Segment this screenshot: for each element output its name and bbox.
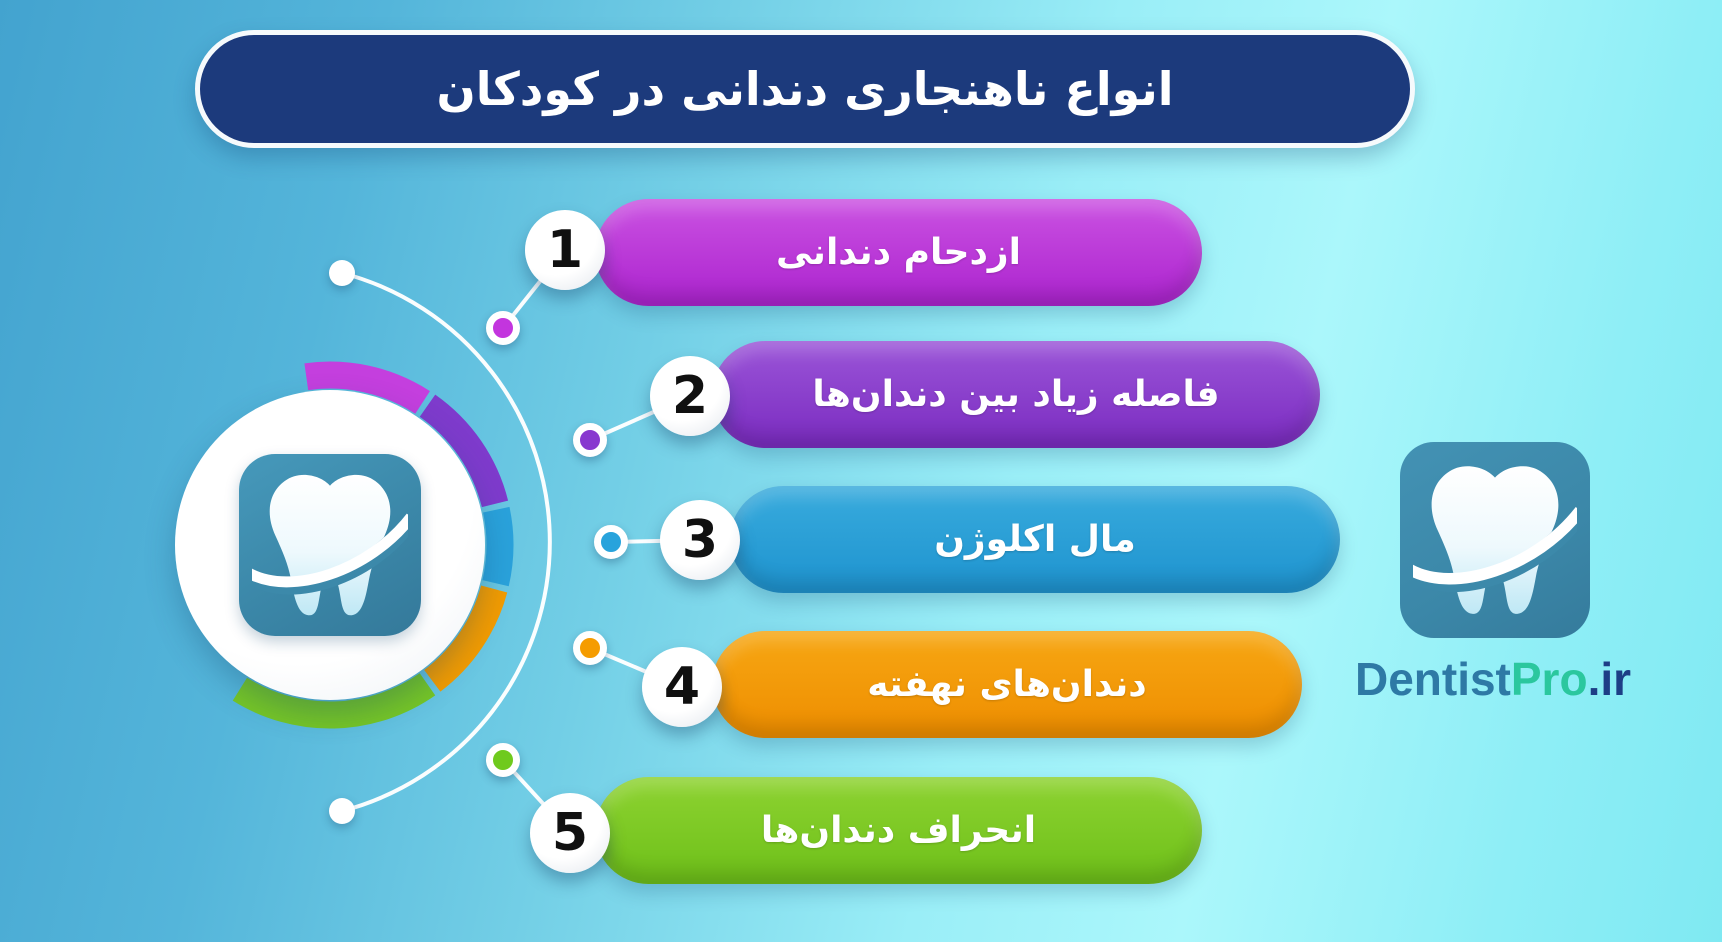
ring-segment-3	[496, 510, 500, 584]
item-number-circle-5	[530, 793, 610, 873]
title-banner	[195, 30, 1415, 148]
item-label: دندان‌های نهفته	[867, 664, 1147, 705]
logo-tooth-square	[239, 454, 421, 636]
brand-wordmark	[1332, 652, 1654, 706]
item-label: فاصله زیاد بین دندان‌ها	[812, 374, 1220, 415]
item-number: 1	[546, 220, 584, 280]
item-number: 3	[681, 510, 719, 570]
timeline-dot-5	[486, 743, 520, 777]
item-label: ازدحام دندانی	[776, 232, 1021, 273]
brand-part-ir: .ir	[1587, 653, 1632, 705]
timeline-dot-4	[573, 631, 607, 665]
item-number: 4	[663, 657, 701, 717]
page-title: انواع ناهنجاری دندانی در کودکان	[436, 62, 1174, 116]
item-label: مال اکلوژن	[934, 519, 1136, 560]
item-number-circle-4	[642, 647, 722, 727]
item-number-circle-1	[525, 210, 605, 290]
item-number-circle-2	[650, 356, 730, 436]
tooth-icon	[252, 467, 408, 623]
item-pill-1	[595, 199, 1202, 306]
item-pill-2	[712, 341, 1320, 448]
timeline-dot-3	[594, 525, 628, 559]
timeline-dot-2	[573, 423, 607, 457]
brand-part-dentist: Dentist	[1354, 653, 1511, 705]
item-label: انحراف دندان‌ها	[760, 810, 1037, 851]
item-pill-5	[595, 777, 1202, 884]
logo-medallion	[175, 390, 485, 700]
item-number: 2	[671, 366, 709, 426]
item-number: 5	[551, 803, 589, 863]
brand-tooth-icon	[1413, 456, 1577, 624]
item-pill-3	[730, 486, 1340, 593]
brand-tooth-square	[1400, 442, 1590, 638]
arc-endpoint-dot	[329, 260, 355, 286]
arc-endpoint-dot	[329, 798, 355, 824]
timeline-dot-1	[486, 311, 520, 345]
item-pill-4	[712, 631, 1302, 738]
item-number-circle-3	[660, 500, 740, 580]
brand-part-pro: Pro	[1510, 653, 1588, 705]
